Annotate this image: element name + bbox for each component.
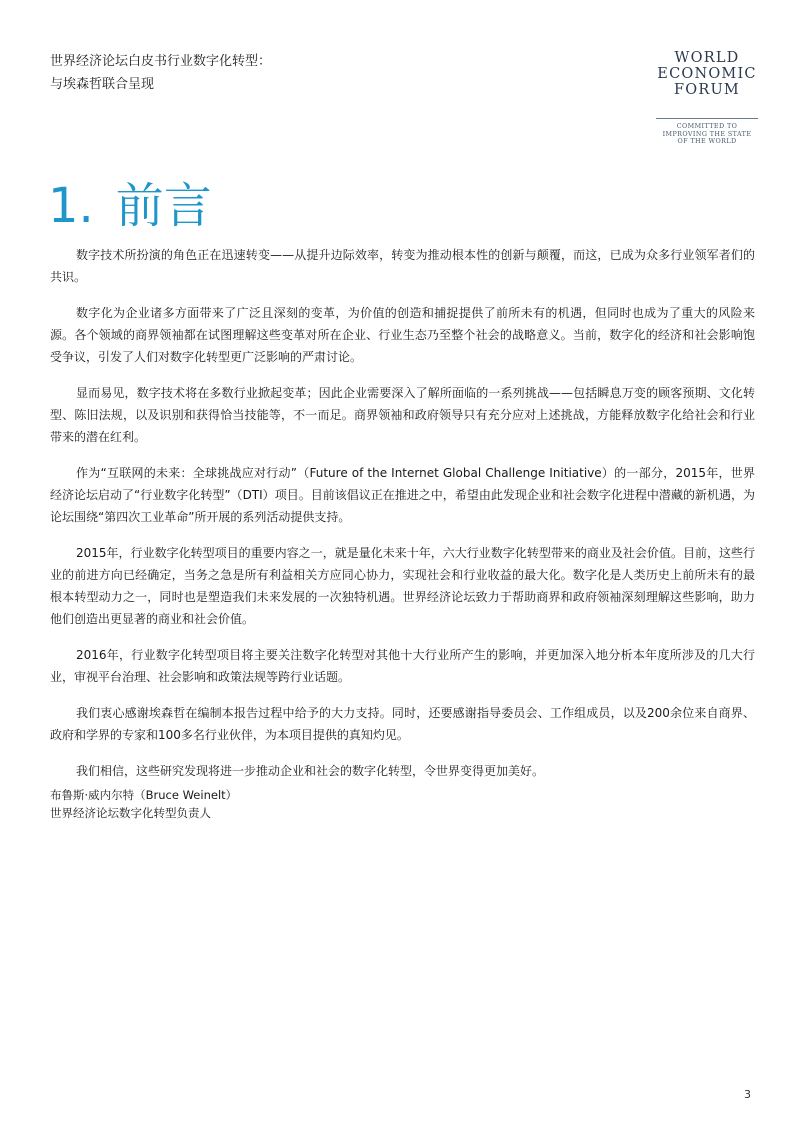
- paragraph-4: 作为“互联网的未来：全球挑战应对行动”（Future of the Internet Global Challenge Initiative）的一部分，2015年，世界经济论坛启动了“行业数字化转型”（DTI）项目。目前该倡议正在推进之中，希望由此发现企业和社会数字化进程中潜藏的新机遇，为论坛围绕“第四次工业革命”所开展的系列活动提供支持。: [50, 466, 755, 524]
- paragraph-8: 我们相信，这些研究发现将进一步推动企业和社会的数字化转型，令世界变得更加美好。: [76, 764, 545, 778]
- section-heading: [48, 170, 212, 242]
- paragraph-6: 2016年，行业数字化转型项目将主要关注数字化转型对其他十大行业所产生的影响，并更加深入地分析本年度所涉及的几大行业，审视平台治理、社会影响和政策法规等跨行业话题。: [50, 648, 755, 684]
- paragraph-3: 显而易见，数字技术将在多数行业掀起变革；因此企业需要深入了解所面临的一系列挑战——包括瞬息万变的顾客预期、文化转型、陈旧法规，以及识别和获得恰当技能等，不一而足。商界领袖和政府领导只有充分应对上述挑战，方能释放数字化给社会和行业带来的潜在红利。: [50, 386, 755, 444]
- wef-logo: [652, 50, 762, 146]
- page-number: 3: [744, 1088, 751, 1101]
- paragraph-1: 数字技术所扮演的角色正在迅速转变——从提升边际效率，转变为推动根本性的创新与颠覆，而这，已成为众多行业领军者们的共识。: [50, 248, 755, 284]
- paragraph-2: 数字化为企业诸多方面带来了广泛且深刻的变革，为价值的创造和捕捉提供了前所未有的机遇，但同时也成为了重大的风险来源。各个领域的商界领袖都在试图理解这些变革对所在企业、行业生态乃至整个社会的战略意义。当前，数字化的经济和社会影响饱受争议，引发了人们对数字化转型更广泛影响的严肃讨论。: [50, 306, 755, 364]
- logo-divider: [656, 118, 758, 119]
- body-text: [50, 244, 755, 796]
- logo-tagline-line3: OF THE WORLD: [677, 137, 737, 146]
- signature-role: 世界经济论坛数字化转型负责人: [50, 806, 211, 820]
- document-header-title: 世界经济论坛白皮书行业数字化转型：与埃森哲联合呈现: [50, 54, 272, 92]
- logo-wordmark-line2: ECONOMIC: [657, 66, 757, 82]
- section-title: 前言: [115, 178, 212, 234]
- logo-tagline-line1: COMMITTED TO: [676, 122, 738, 130]
- logo-wordmark-line3: FORUM: [674, 82, 740, 98]
- paragraph-5: 2015年，行业数字化转型项目的重要内容之一，就是量化未来十年，六大行业数字化转型带来的商业及社会价值。目前，这些行业的前进方向已经确定，当务之急是所有利益相关方应同心协力，实现社会和行业收益的最大化。数字化是人类历史上前所未有的最根本转型动力之一，同时也是塑造我们未来发展的一次独特机遇。世界经济论坛致力于帮助商界和政府领袖深刻理解这些影响，助力他们创造出更显著的商业和社会价值。: [50, 546, 755, 626]
- paragraph-7: 我们衷心感谢埃森哲在编制本报告过程中给予的大力支持。同时，还要感谢指导委员会、工作组成员，以及200余位来自商界、政府和学界的专家和100多名行业伙伴，为本项目提供的真知灼见。: [50, 706, 755, 742]
- signature-name: 布鲁斯·威内尔特（Bruce Weinelt）: [50, 788, 238, 802]
- section-number: 1.: [48, 178, 94, 234]
- logo-tagline-line2: IMPROVING THE STATE: [662, 129, 752, 138]
- signature-block: [50, 786, 350, 822]
- logo-wordmark-line1: WORLD: [674, 50, 740, 66]
